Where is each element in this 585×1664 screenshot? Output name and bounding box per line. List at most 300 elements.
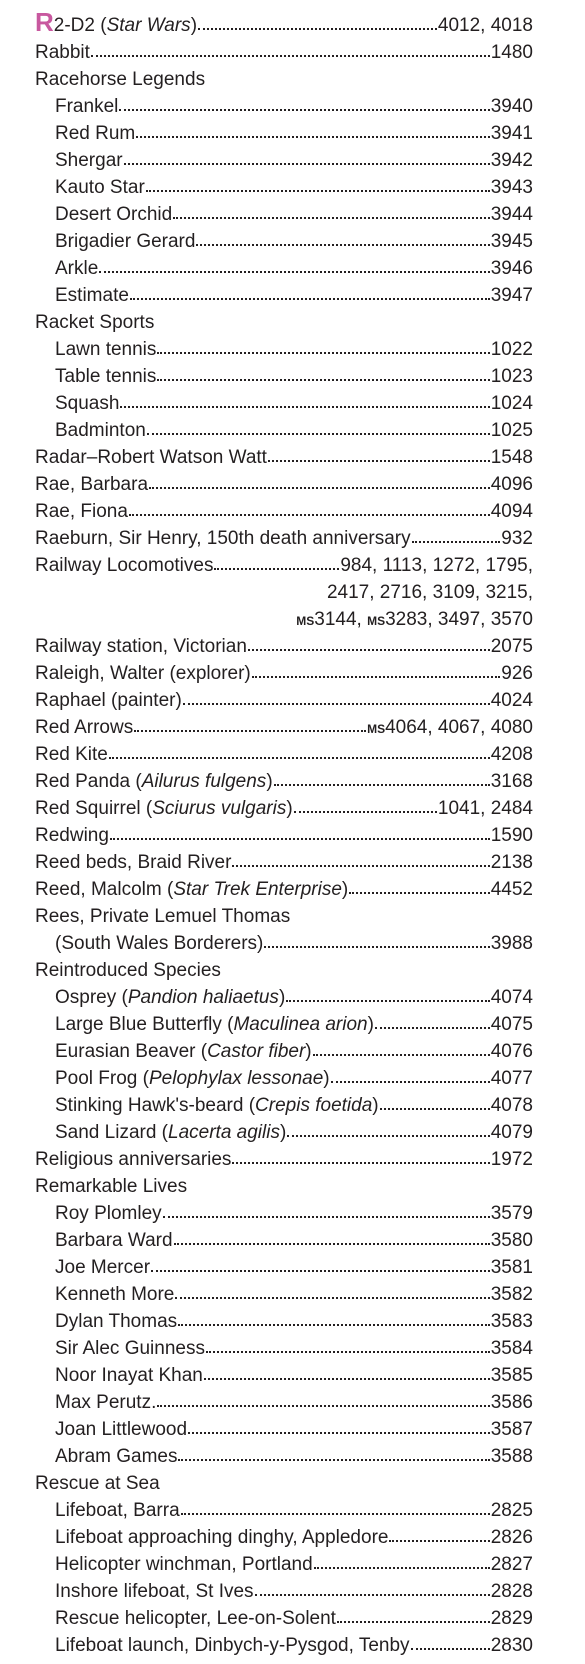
page-reference xyxy=(491,498,533,525)
page-number: 3988 xyxy=(490,933,533,954)
entry-label xyxy=(35,687,182,714)
page-reference xyxy=(501,660,533,687)
label-italic: Lacerta agilis xyxy=(168,1122,280,1143)
index-continuation xyxy=(35,579,533,606)
entry-label xyxy=(35,552,213,579)
label-italic: Sciurus vulgaris xyxy=(152,798,287,819)
page-reference xyxy=(491,1632,533,1659)
entry-label xyxy=(35,39,90,66)
label-text: Red Squirrel ( xyxy=(35,798,153,819)
label-text: Railway Locomotives xyxy=(35,555,214,576)
label-text: Desert Orchid xyxy=(55,204,173,225)
dot-leader xyxy=(411,1643,490,1650)
page-reference xyxy=(491,1416,533,1443)
page-reference xyxy=(491,1281,533,1308)
page-reference xyxy=(491,687,533,714)
page-number: 4024 xyxy=(490,690,533,711)
entry-label xyxy=(35,66,205,93)
page-number: 1041, 2484 xyxy=(437,798,533,819)
page-number: 3943 xyxy=(490,177,533,198)
index-subentry xyxy=(35,1362,533,1389)
entry-label xyxy=(35,498,128,525)
index-subentry xyxy=(35,93,533,120)
miniature-sheet-marker: MS xyxy=(367,722,386,736)
page-reference xyxy=(491,822,533,849)
dot-leader xyxy=(120,401,489,408)
index-entry xyxy=(35,525,533,552)
page-number: 1024 xyxy=(490,393,533,414)
label-text-after: ) xyxy=(286,798,293,819)
page-number: 4208 xyxy=(490,744,533,765)
label-italic: Pandion haliaetus xyxy=(127,987,279,1008)
page-reference xyxy=(491,1119,533,1146)
label-italic: Ailurus fulgens xyxy=(141,771,267,792)
dot-leader xyxy=(313,1049,490,1056)
label-text: Lifeboat, Barra xyxy=(55,1500,180,1521)
dot-leader xyxy=(206,1346,490,1353)
page-number: 4012, 4018 xyxy=(437,15,533,36)
entry-label xyxy=(55,417,146,444)
entry-label xyxy=(55,1200,162,1227)
page-reference xyxy=(491,363,533,390)
page-reference xyxy=(491,1551,533,1578)
index-subentry xyxy=(35,1551,533,1578)
index-subentry xyxy=(35,1119,533,1146)
label-text: Radar–Robert Watson Watt xyxy=(35,447,267,468)
index-subentry xyxy=(35,336,533,363)
label-text: Red Arrows xyxy=(35,717,134,738)
page-reference xyxy=(438,795,533,822)
label-text: Inshore lifeboat, St Ives xyxy=(55,1581,254,1602)
entry-label xyxy=(55,282,129,309)
label-text: Arkle xyxy=(55,258,99,279)
label-text-after: ) xyxy=(190,15,198,36)
dot-leader xyxy=(198,23,437,30)
page-number: 4064, 4067, 4080 xyxy=(385,717,533,738)
dot-leader xyxy=(163,1211,490,1218)
index-entry xyxy=(35,822,533,849)
index-entry xyxy=(35,714,533,741)
label-text: Raphael (painter) xyxy=(35,690,182,711)
dot-leader xyxy=(134,725,366,732)
page-reference xyxy=(491,1092,533,1119)
page-number: 4078 xyxy=(490,1095,533,1116)
page-number: 2075 xyxy=(490,636,533,657)
label-text: Estimate xyxy=(55,285,129,306)
page-reference xyxy=(438,12,533,39)
entry-label xyxy=(55,1605,336,1632)
label-text: Reintroduced Species xyxy=(35,960,221,981)
dot-leader xyxy=(349,887,489,894)
stamp-index-list xyxy=(35,12,533,1659)
index-subentry xyxy=(35,417,533,444)
label-text: Lifeboat launch, Dinbych-y-Pysgod, Tenby xyxy=(55,1635,410,1656)
index-entry xyxy=(35,39,533,66)
page-reference xyxy=(491,1011,533,1038)
page-number: 3584 xyxy=(490,1338,533,1359)
dot-leader xyxy=(146,185,490,192)
label-text: Frankel xyxy=(55,96,119,117)
dot-leader xyxy=(136,131,489,138)
entry-label xyxy=(35,957,221,984)
page-reference xyxy=(491,1362,533,1389)
page-reference xyxy=(491,633,533,660)
entry-label xyxy=(55,336,156,363)
page-reference xyxy=(491,390,533,417)
page-number: 3588 xyxy=(490,1446,533,1467)
entry-label xyxy=(55,1524,388,1551)
label-text: Kenneth More xyxy=(55,1284,175,1305)
page-number: 3144, xyxy=(314,609,368,630)
label-text: Brigadier Gerard xyxy=(55,231,196,252)
entry-label xyxy=(55,1281,174,1308)
label-text: Shergar xyxy=(55,150,123,171)
index-entry xyxy=(35,768,533,795)
dot-leader xyxy=(151,1265,490,1272)
index-entry xyxy=(35,552,533,579)
page-reference xyxy=(491,1605,533,1632)
index-entry xyxy=(35,849,533,876)
index-subentry xyxy=(35,1281,533,1308)
entry-label xyxy=(35,876,348,903)
page-number: 3283, 3497, 3570 xyxy=(385,609,533,630)
page-number: 1972 xyxy=(490,1149,533,1170)
index-entry xyxy=(35,795,533,822)
page-reference xyxy=(501,525,533,552)
label-text-after: ) xyxy=(266,771,273,792)
label-text: Eurasian Beaver ( xyxy=(55,1041,208,1062)
page-reference xyxy=(491,984,533,1011)
entry-label xyxy=(55,255,98,282)
page-reference xyxy=(491,1389,533,1416)
label-italic: Pelophylax lessonae xyxy=(148,1068,324,1089)
label-text: Helicopter winchman, Portland xyxy=(55,1554,313,1575)
page-number: 2827 xyxy=(490,1554,533,1575)
page-number: 3580 xyxy=(490,1230,533,1251)
index-entry xyxy=(35,444,533,471)
entry-label xyxy=(55,390,119,417)
page-number: 3941 xyxy=(490,123,533,144)
index-entry xyxy=(35,687,533,714)
label-text-after: ) xyxy=(367,1014,374,1035)
label-text: Joan Littlewood xyxy=(55,1419,188,1440)
page-number: 1480 xyxy=(490,42,533,63)
dot-leader xyxy=(173,212,490,219)
label-text: Kauto Star xyxy=(55,177,145,198)
index-entry xyxy=(35,660,533,687)
dot-leader xyxy=(412,536,501,543)
page-reference xyxy=(296,606,533,633)
label-text: Racket Sports xyxy=(35,312,155,333)
index-subentry xyxy=(35,1389,533,1416)
index-subentry xyxy=(35,1011,533,1038)
page-reference xyxy=(491,1524,533,1551)
page-number: 3944 xyxy=(490,204,533,225)
index-heading xyxy=(35,66,533,93)
index-entry xyxy=(35,876,533,903)
label-italic: Crepis foetida xyxy=(255,1095,373,1116)
page-reference xyxy=(491,1335,533,1362)
index-subentry xyxy=(35,1632,533,1659)
dot-leader xyxy=(287,1130,489,1137)
page-reference xyxy=(491,255,533,282)
dot-leader xyxy=(175,1292,489,1299)
dot-leader xyxy=(188,1427,490,1434)
page-number: 3942 xyxy=(490,150,533,171)
entry-label xyxy=(35,444,267,471)
index-subentry xyxy=(35,363,533,390)
dot-leader xyxy=(264,941,489,948)
label-text: (South Wales Borderers) xyxy=(55,933,264,954)
entry-label xyxy=(55,1038,312,1065)
label-text: Squash xyxy=(55,393,120,414)
dot-leader xyxy=(232,860,489,867)
dot-leader xyxy=(110,833,490,840)
entry-label xyxy=(55,930,263,957)
page-number: 4076 xyxy=(490,1041,533,1062)
page-reference xyxy=(491,1200,533,1227)
index-subentry xyxy=(35,201,533,228)
page-reference xyxy=(491,1038,533,1065)
dot-leader xyxy=(331,1076,490,1083)
label-text: Raeburn, Sir Henry, 150th death anniversary xyxy=(35,528,411,549)
entry-label xyxy=(55,1119,286,1146)
page-number: 2830 xyxy=(490,1635,533,1656)
index-subentry xyxy=(35,1254,533,1281)
page-number: 1023 xyxy=(490,366,533,387)
label-text: Lawn tennis xyxy=(55,339,157,360)
label-text: Joe Mercer xyxy=(55,1257,151,1278)
dot-leader xyxy=(157,347,489,354)
label-text: Rabbit xyxy=(35,42,90,63)
page-reference xyxy=(491,1578,533,1605)
page-number: 3587 xyxy=(490,1419,533,1440)
dot-leader xyxy=(109,752,490,759)
label-text: Sand Lizard ( xyxy=(55,1122,169,1143)
page-number: 4079 xyxy=(490,1122,533,1143)
index-entry xyxy=(35,12,533,39)
page-number: 3583 xyxy=(490,1311,533,1332)
entry-label xyxy=(55,147,123,174)
dot-leader xyxy=(375,1022,490,1029)
entry-label xyxy=(55,1335,205,1362)
page-number: 4096 xyxy=(490,474,533,495)
entry-label xyxy=(55,984,285,1011)
index-subentry xyxy=(35,282,533,309)
page-number: 3947 xyxy=(490,285,533,306)
entry-label xyxy=(35,795,293,822)
label-italic: Star Wars xyxy=(106,15,191,36)
page-reference xyxy=(367,714,533,741)
page-reference xyxy=(491,336,533,363)
index-subentry xyxy=(35,228,533,255)
page-reference xyxy=(491,876,533,903)
label-text: Rees, Private Lemuel Thomas xyxy=(35,906,291,927)
page-number: 926 xyxy=(501,663,533,684)
entry-label xyxy=(55,1011,374,1038)
page-number: 3581 xyxy=(490,1257,533,1278)
entry-label xyxy=(35,768,273,795)
dot-leader xyxy=(119,104,489,111)
entry-label xyxy=(35,741,108,768)
page-reference xyxy=(491,930,533,957)
page-number: 2825 xyxy=(490,1500,533,1521)
dot-leader xyxy=(91,50,490,57)
entry-label xyxy=(55,1443,177,1470)
entry-label xyxy=(55,201,172,228)
page-reference xyxy=(491,1443,533,1470)
dot-leader xyxy=(196,239,489,246)
dot-leader xyxy=(389,1535,489,1542)
dot-leader xyxy=(314,1562,490,1569)
page-reference xyxy=(491,282,533,309)
dot-leader xyxy=(252,671,501,678)
index-subentry xyxy=(35,1308,533,1335)
page-number: 4077 xyxy=(490,1068,533,1089)
page-reference xyxy=(491,444,533,471)
label-text: Badminton xyxy=(55,420,146,441)
index-subentry xyxy=(35,1497,533,1524)
page-reference xyxy=(327,579,533,606)
entry-label xyxy=(55,93,118,120)
entry-label xyxy=(55,1551,313,1578)
entry-label xyxy=(35,12,197,39)
page-reference xyxy=(491,768,533,795)
dot-leader xyxy=(174,1238,490,1245)
label-text: Rescue helicopter, Lee-on-Solent xyxy=(55,1608,336,1629)
entry-label xyxy=(55,1308,177,1335)
page-number: 3585 xyxy=(490,1365,533,1386)
index-subentry xyxy=(35,147,533,174)
dot-leader xyxy=(380,1103,490,1110)
page-number: 4094 xyxy=(490,501,533,522)
index-subentry xyxy=(35,1443,533,1470)
page-reference xyxy=(491,174,533,201)
page-reference xyxy=(491,93,533,120)
entry-label xyxy=(35,525,411,552)
entry-label xyxy=(35,660,251,687)
label-text: Rae, Barbara xyxy=(35,474,149,495)
label-text-after: ) xyxy=(323,1068,330,1089)
page-number: 2829 xyxy=(490,1608,533,1629)
entry-label xyxy=(55,174,145,201)
entry-label xyxy=(35,903,290,930)
page-number: 3586 xyxy=(490,1392,533,1413)
dot-leader xyxy=(204,1373,490,1380)
entry-label xyxy=(55,1497,180,1524)
label-text: Barbara Ward xyxy=(55,1230,173,1251)
dot-leader xyxy=(255,1589,490,1596)
dot-leader xyxy=(99,266,489,273)
dot-leader xyxy=(157,374,489,381)
dot-leader xyxy=(147,428,490,435)
dot-leader xyxy=(124,158,490,165)
entry-label xyxy=(55,1092,379,1119)
dot-leader xyxy=(274,779,490,786)
label-text: Remarkable Lives xyxy=(35,1176,188,1197)
page-number: 932 xyxy=(501,528,533,549)
page-number: 3168 xyxy=(490,771,533,792)
page-reference xyxy=(491,120,533,147)
dot-leader xyxy=(268,455,490,462)
dot-leader xyxy=(178,1454,489,1461)
page-number: 1590 xyxy=(490,825,533,846)
dot-leader xyxy=(129,509,490,516)
label-text: Redwing xyxy=(35,825,109,846)
label-text: Abram Games xyxy=(55,1446,178,1467)
page-reference xyxy=(491,201,533,228)
index-subentry xyxy=(35,120,533,147)
page-number: 1548 xyxy=(490,447,533,468)
entry-label xyxy=(55,1227,173,1254)
index-subentry xyxy=(35,1065,533,1092)
entry-label xyxy=(35,633,247,660)
index-entry xyxy=(35,498,533,525)
entry-label xyxy=(55,1416,187,1443)
index-heading xyxy=(35,1173,533,1200)
entry-label xyxy=(35,822,109,849)
miniature-sheet-marker: MS xyxy=(367,614,386,628)
label-text-after: ) xyxy=(279,1122,287,1143)
entry-label xyxy=(55,363,156,390)
page-number: 4452 xyxy=(490,879,533,900)
label-text: Max Perutz. xyxy=(55,1392,157,1413)
dot-leader xyxy=(214,563,339,570)
page-number: 3946 xyxy=(490,258,533,279)
entry-label xyxy=(35,1173,187,1200)
index-subentry xyxy=(35,1227,533,1254)
label-text: Stinking Hawk's-beard ( xyxy=(55,1095,256,1116)
index-subentry xyxy=(35,390,533,417)
label-text-after: ) xyxy=(341,879,349,900)
label-text: Table tennis xyxy=(55,366,157,387)
entry-label xyxy=(55,120,135,147)
index-heading xyxy=(35,957,533,984)
label-text: Rescue at Sea xyxy=(35,1473,160,1494)
page-number: 3582 xyxy=(490,1284,533,1305)
dot-leader xyxy=(337,1616,490,1623)
index-subentry xyxy=(35,1335,533,1362)
label-text: Religious anniversaries xyxy=(35,1149,232,1170)
page-number: 2826 xyxy=(490,1527,533,1548)
entry-label xyxy=(55,1065,330,1092)
entry-label xyxy=(35,849,231,876)
index-subentry xyxy=(35,1605,533,1632)
entry-label xyxy=(35,471,148,498)
page-reference xyxy=(491,417,533,444)
index-continuation xyxy=(35,606,533,633)
page-number: 2417, 2716, 3109, 3215, xyxy=(326,582,533,603)
label-text: Large Blue Butterfly ( xyxy=(55,1014,234,1035)
dot-leader xyxy=(130,293,490,300)
label-text: Lifeboat approaching dinghy, Appledore xyxy=(55,1527,389,1548)
page-number: 1025 xyxy=(490,420,533,441)
label-text: Reed, Malcolm ( xyxy=(35,879,174,900)
entry-label xyxy=(35,309,154,336)
dot-leader xyxy=(294,806,437,813)
page-reference xyxy=(491,39,533,66)
index-subentry xyxy=(35,930,533,957)
page-reference xyxy=(491,471,533,498)
label-text: Sir Alec Guinness xyxy=(55,1338,205,1359)
entry-label xyxy=(55,1578,254,1605)
index-entry xyxy=(35,471,533,498)
page-number: 3940 xyxy=(490,96,533,117)
entry-label xyxy=(55,228,195,255)
page-number: 4074 xyxy=(490,987,533,1008)
dot-leader xyxy=(178,1319,490,1326)
label-text-after: ) xyxy=(278,987,286,1008)
